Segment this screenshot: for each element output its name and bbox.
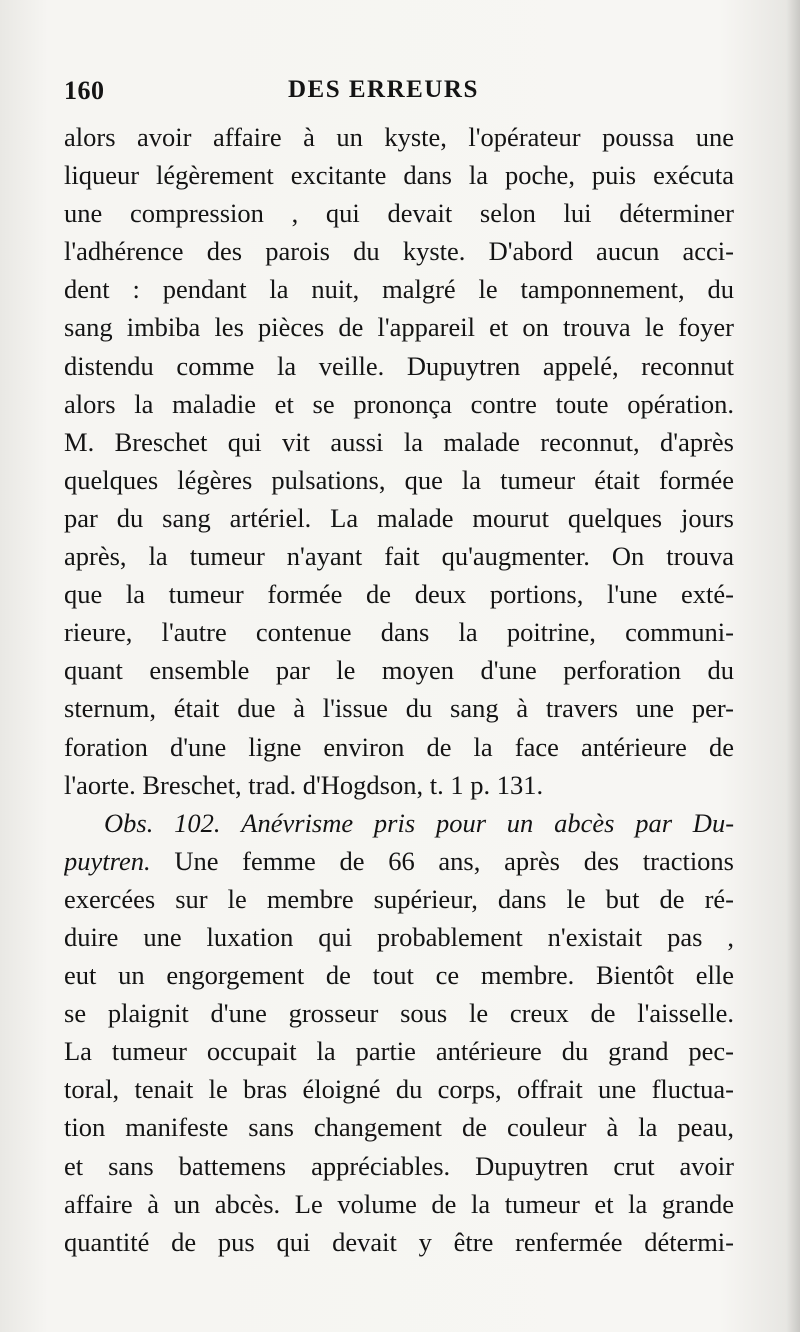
observation-heading [64,804,734,842]
text-line: toral, tenait le bras éloigné du corps, offrait une fluctua- [64,1074,734,1105]
text-line: dent : pendant la nuit, malgré le tamponnement, du [64,274,734,305]
text-line: par du sang artériel. La malade mourut quelques jours [64,502,734,533]
observation-heading-cont [64,842,734,880]
text-line: duire une luxation qui probablement n'existait pas , [64,921,734,952]
text-line: se plaignit d'une grosseur sous le creux de l'aisselle. [64,998,734,1029]
page-number: 160 [64,76,105,105]
page-header [64,76,734,112]
observation-text-start: Une femme de 66 ans, après des tractions [174,845,734,876]
observation-title: Anévrisme pris pour un abcès par Du- [241,807,734,838]
page-edge-shadow [786,0,800,1332]
observation-title-cont: puytren. [64,845,151,876]
text-line: sternum, était due à l'issue du sang à travers une per- [64,693,734,724]
text-line: exercées sur le membre supérieur, dans le but de ré- [64,883,734,914]
text-line: La tumeur occupait la partie antérieure du grand pec- [64,1036,734,1067]
text-line: quant ensemble par le moyen d'une perforation du [64,655,734,686]
text-line: distendu comme la veille. Dupuytren appelé, reconnut [64,350,734,381]
text-line: affaire à un abcès. Le volume de la tumeur et la grande [64,1188,734,1219]
text-line: l'aorte. Breschet, trad. d'Hogdson, t. 1 p. 131. [64,769,544,800]
text-line: eut un engorgement de tout ce membre. Bientôt elle [64,960,734,991]
text-line: quelques légères pulsations, que la tumeur était formée [64,464,734,495]
text-line: alors avoir affaire à un kyste, l'opérateur poussa une [64,122,734,152]
text-line: alors la maladie et se prononça contre toute opération. [64,388,734,419]
text-line: sang imbiba les pièces de l'appareil et on trouva le foyer [64,312,734,343]
body-text [64,118,734,1261]
text-line: M. Breschet qui vit aussi la malade reconnut, d'après [64,426,734,457]
text-line: rieure, l'autre contenue dans la poitrine, communi- [64,617,734,648]
text-line: foration d'une ligne environ de la face antérieure de [64,731,734,762]
text-line: quantité de pus qui devait y être renfermée détermi- [64,1226,734,1257]
running-head: DES ERREURS [288,76,479,103]
text-line: tion manifeste sans changement de couleur à la peau, [64,1112,734,1143]
text-line: liqueur légèrement excitante dans la poche, puis exécuta [64,160,734,191]
text-line: l'adhérence des parois du kyste. D'abord aucun acci- [64,236,734,267]
text-line: et sans battemens appréciables. Dupuytren crut avoir [64,1150,734,1181]
observation-number: Obs. 102. [104,807,221,838]
text-line: que la tumeur formée de deux portions, l'une exté- [64,579,734,610]
text-line: une compression , qui devait selon lui déterminer [64,198,734,229]
text-line: après, la tumeur n'ayant fait qu'augmenter. On trouva [64,541,734,572]
